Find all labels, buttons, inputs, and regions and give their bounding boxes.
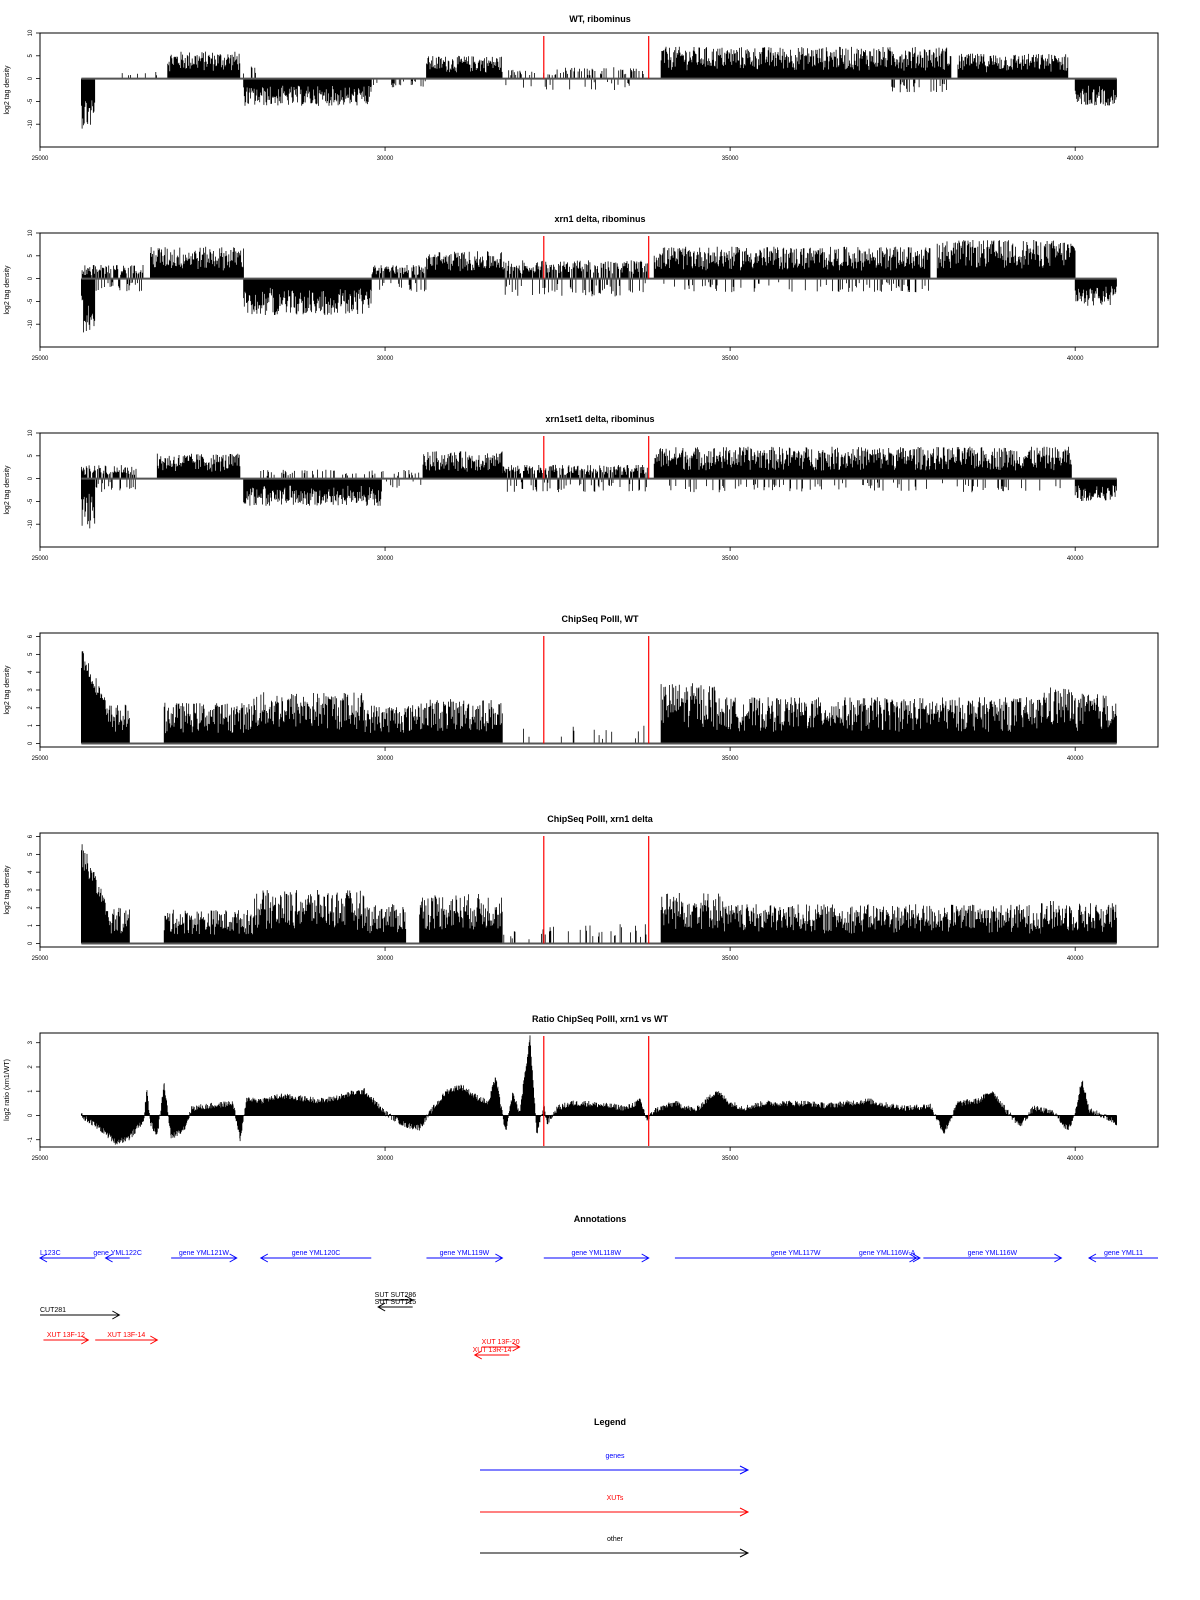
x-tick-label: 40000 xyxy=(1066,756,1084,762)
y-axis-label: log2 tag density xyxy=(4,665,11,715)
chart-title: WT, ribominus xyxy=(569,14,631,24)
feature-label: XUT 13F-12 xyxy=(46,1332,85,1339)
y-tick-label: 0 xyxy=(28,941,34,946)
chart-title: ChipSeq PolII, xrn1 delta xyxy=(547,814,653,824)
x-tick-label: 25000 xyxy=(31,1156,49,1162)
x-tick-label: 25000 xyxy=(31,356,49,362)
legend-label: other xyxy=(607,1536,623,1543)
chart-title: xrn1 delta, ribominus xyxy=(554,214,646,224)
feature-label: gene YML11 xyxy=(1103,1250,1144,1257)
x-tick-label: 30000 xyxy=(376,1156,394,1162)
y-tick-label: 4 xyxy=(28,870,34,874)
x-tick-label: 35000 xyxy=(721,356,739,362)
x-tick-label: 30000 xyxy=(376,956,394,962)
feature-genes xyxy=(544,1250,649,1262)
y-tick-label: -10 xyxy=(28,319,34,329)
feature-XUTs xyxy=(95,1332,157,1344)
feature-label: XUT 13F-20 xyxy=(481,1339,520,1346)
y-tick-label: 3 xyxy=(28,1041,34,1045)
feature-label: SUT SUT715 xyxy=(374,1299,417,1306)
feature-label: SUT SUT286 xyxy=(374,1292,417,1299)
x-tick-label: 40000 xyxy=(1066,1156,1084,1162)
y-tick-label: 1 xyxy=(28,923,34,928)
chart-title: ChipSeq PolII, WT xyxy=(561,614,639,624)
chart-panel-2 xyxy=(4,214,1158,362)
data-bars xyxy=(81,651,1116,743)
y-tick-label: -5 xyxy=(28,98,34,105)
y-tick-label: 3 xyxy=(28,888,34,892)
data-bars xyxy=(81,447,1116,529)
x-tick-label: 30000 xyxy=(376,556,394,562)
y-tick-label: 1 xyxy=(28,723,34,728)
x-tick-label: 35000 xyxy=(721,1156,739,1162)
data-bars xyxy=(81,1035,1116,1144)
y-tick-label: 1 xyxy=(28,1089,34,1093)
feature-other xyxy=(375,1299,417,1311)
chart-panel-1 xyxy=(4,14,1158,162)
y-tick-label: 4 xyxy=(28,670,34,674)
x-tick-label: 25000 xyxy=(31,556,49,562)
x-tick-label: 35000 xyxy=(721,956,739,962)
y-tick-label: 2 xyxy=(28,706,34,710)
y-tick-label: 10 xyxy=(28,29,34,37)
y-axis-label: log2 ratio (xrn1/WT) xyxy=(4,1059,11,1121)
feature-genes xyxy=(854,1250,920,1262)
y-tick-label: -5 xyxy=(28,298,34,305)
x-tick-label: 40000 xyxy=(1066,356,1084,362)
y-tick-label: -10 xyxy=(28,519,34,529)
feature-label: XUT 13R-14 xyxy=(472,1347,512,1354)
chart-panel-6 xyxy=(4,1014,1158,1162)
feature-genes xyxy=(923,1250,1061,1262)
tag-density-bars xyxy=(81,447,1116,529)
x-tick-label: 40000 xyxy=(1066,556,1084,562)
tag-density-bars xyxy=(81,844,1116,943)
feature-label: L123C xyxy=(40,1250,61,1257)
y-axis-label: log2 tag density xyxy=(4,465,11,515)
ratio-area xyxy=(81,1035,1116,1144)
chart-title: Ratio ChipSeq PolII, xrn1 vs WT xyxy=(531,1014,669,1024)
x-tick-label: 40000 xyxy=(1066,956,1084,962)
y-tick-label: -5 xyxy=(28,498,34,505)
y-tick-label: 0 xyxy=(28,76,34,81)
annotations-title: Annotations xyxy=(573,1214,627,1224)
y-tick-label: 2 xyxy=(28,906,34,910)
plot-frame xyxy=(40,33,1158,147)
legend-label: genes xyxy=(605,1453,625,1460)
data-bars xyxy=(81,844,1116,943)
feature-label: gene YML121W xyxy=(178,1250,229,1257)
feature-label: CUT281 xyxy=(40,1307,67,1314)
y-tick-label: 6 xyxy=(28,634,34,639)
y-tick-label: 0 xyxy=(28,476,34,481)
feature-label: gene YML116W xyxy=(967,1250,1018,1257)
feature-genes xyxy=(171,1250,237,1262)
feature-genes xyxy=(40,1250,95,1262)
data-bars xyxy=(81,47,1116,129)
y-tick-label: 6 xyxy=(28,834,34,839)
y-tick-label: 5 xyxy=(28,254,34,258)
y-tick-label: 0 xyxy=(28,1113,34,1118)
y-tick-label: 0 xyxy=(28,276,34,281)
chart-panel-3 xyxy=(4,414,1158,562)
y-tick-label: 0 xyxy=(28,741,34,746)
feature-label: gene YML117W xyxy=(770,1250,821,1257)
y-axis-label: log2 tag density xyxy=(4,65,11,115)
x-tick-label: 35000 xyxy=(721,756,739,762)
x-tick-label: 30000 xyxy=(376,156,394,162)
y-tick-label: 10 xyxy=(28,429,34,437)
x-tick-label: 30000 xyxy=(376,756,394,762)
tag-density-bars xyxy=(81,240,1116,332)
y-axis-label: log2 tag density xyxy=(4,865,11,915)
chart-title: xrn1set1 delta, ribominus xyxy=(545,414,655,424)
legend-title: Legend xyxy=(593,1417,627,1427)
x-tick-label: 25000 xyxy=(31,956,49,962)
feature-XUTs xyxy=(43,1332,88,1344)
feature-label: gene YML119W xyxy=(439,1250,490,1257)
plot-frame xyxy=(40,1033,1158,1147)
y-tick-label: 5 xyxy=(28,852,34,857)
legend-item-other xyxy=(480,1536,748,1557)
legend-item-XUTs xyxy=(480,1495,748,1516)
data-bars xyxy=(81,240,1116,332)
y-axis-label: log2 tag density xyxy=(4,265,11,315)
feature-other xyxy=(40,1307,119,1319)
plot-frame xyxy=(40,433,1158,547)
tag-density-bars xyxy=(81,47,1116,129)
feature-genes xyxy=(93,1250,142,1262)
feature-label: gene YML120C xyxy=(291,1250,341,1257)
y-tick-label: 5 xyxy=(28,652,34,657)
tag-density-bars xyxy=(81,651,1116,743)
legend-panel xyxy=(480,1417,748,1557)
y-tick-label: 5 xyxy=(28,454,34,458)
x-tick-label: 25000 xyxy=(31,756,49,762)
feature-label: gene YML122C xyxy=(93,1250,142,1257)
y-tick-label: -1 xyxy=(28,1137,34,1143)
feature-label: gene YML116W-A xyxy=(858,1250,916,1257)
legend-item-genes xyxy=(480,1453,748,1474)
feature-genes xyxy=(426,1250,502,1262)
feature-label: gene YML118W xyxy=(571,1250,622,1257)
feature-label: XUT 13F-14 xyxy=(107,1332,146,1339)
x-tick-label: 25000 xyxy=(31,156,49,162)
y-tick-label: 10 xyxy=(28,229,34,237)
y-tick-label: 5 xyxy=(28,54,34,58)
x-tick-label: 40000 xyxy=(1066,156,1084,162)
x-tick-label: 35000 xyxy=(721,156,739,162)
feature-genes xyxy=(261,1250,371,1262)
feature-genes xyxy=(1089,1250,1158,1262)
feature-XUTs xyxy=(473,1347,512,1359)
chart-panel-5 xyxy=(4,814,1158,962)
y-tick-label: 3 xyxy=(28,688,34,692)
x-tick-label: 35000 xyxy=(721,556,739,562)
x-tick-label: 30000 xyxy=(376,356,394,362)
y-tick-label: -10 xyxy=(28,119,34,129)
y-tick-label: 2 xyxy=(28,1065,34,1069)
legend-label: XUTs xyxy=(606,1495,624,1502)
chart-panel-4 xyxy=(4,614,1158,762)
annotations-panel xyxy=(40,1214,1158,1359)
